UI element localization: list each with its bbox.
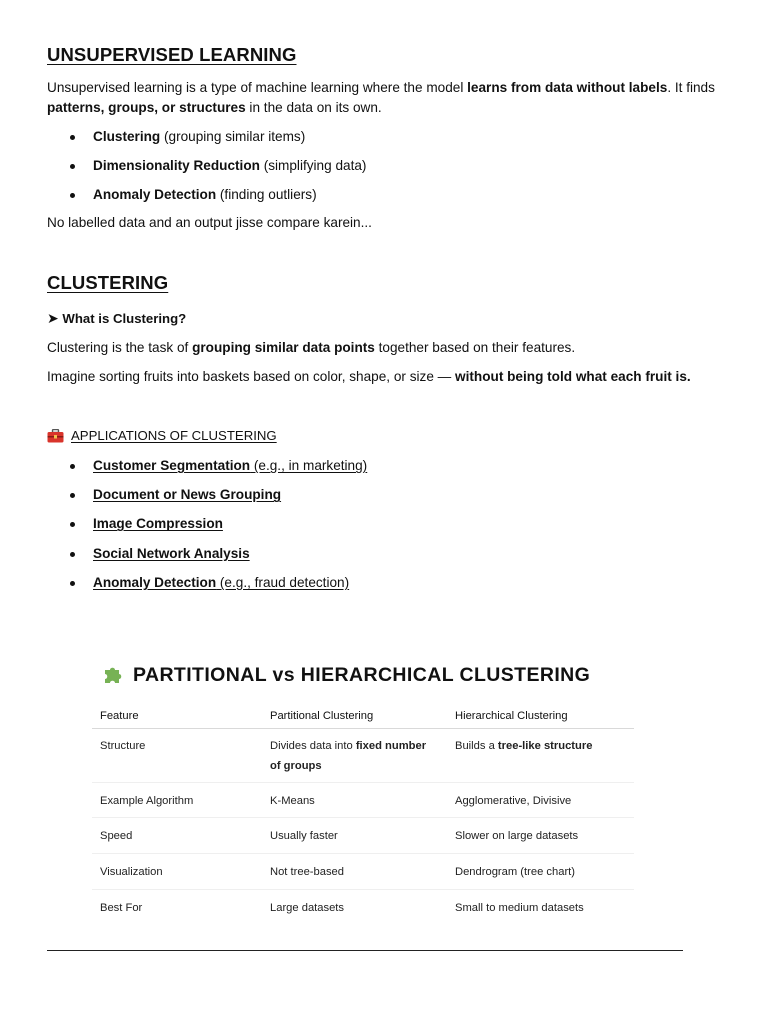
list-item: Document or News Grouping <box>47 485 367 514</box>
list-item: Dimensionality Reduction (simplifying data) <box>47 156 366 185</box>
table-row: Speed Usually faster Slower on large datasets <box>92 818 634 854</box>
applications-heading: APPLICATIONS OF CLUSTERING <box>47 428 277 443</box>
comparison-title: PARTITIONAL vs HIERARCHICAL CLUSTERING <box>102 664 590 687</box>
comparison-table <box>92 704 634 924</box>
clustering-definition: Clustering is the task of grouping similar data points together based on their features. <box>47 340 576 355</box>
clustering-imagine: Imagine sorting fruits into baskets based on color, shape, or size — without being told what each fruit is. <box>47 369 691 384</box>
clustering-heading: CLUSTERING <box>47 272 169 293</box>
column-header: Hierarchical Clustering <box>447 704 634 729</box>
table-row: Example Algorithm K-Means Agglomerative, Divisive <box>92 783 634 818</box>
arrow-icon: ➤ <box>47 311 59 327</box>
table-row: Best For Large datasets Small to medium datasets <box>100 902 584 914</box>
column-header: Partitional Clustering <box>262 704 447 729</box>
toolbox-icon <box>47 429 64 443</box>
list-item: Anomaly Detection (e.g., fraud detection) <box>47 573 367 602</box>
clustering-question: ➤ What is Clustering? <box>47 311 187 327</box>
unsupervised-intro: Unsupervised learning is a type of machine learning where the model learns from data without labels. It finds patterns, groups, or structures in the data on its own. <box>47 80 715 115</box>
table-header-row <box>92 704 634 729</box>
column-header: Feature <box>92 704 262 729</box>
list-item: Anomaly Detection (finding outliers) <box>47 185 366 214</box>
list-item: Clustering (grouping similar items) <box>47 127 366 156</box>
list-item: Customer Segmentation (e.g., in marketing) <box>47 456 367 485</box>
list-item: Social Network Analysis <box>47 544 367 573</box>
horizontal-rule <box>47 950 683 951</box>
applications-list <box>47 456 367 602</box>
puzzle-piece-icon <box>102 665 124 687</box>
table-row: Structure Divides data into fixed number of groups Builds a tree-like structure <box>92 729 634 783</box>
list-item: Image Compression <box>47 514 367 543</box>
unsupervised-heading: UNSUPERVISED LEARNING <box>47 44 297 65</box>
unsupervised-types-list <box>47 127 366 215</box>
table-row: Visualization Not tree-based Dendrogram (tree chart) <box>92 854 634 890</box>
unsupervised-note: No labelled data and an output jisse compare karein... <box>47 215 372 230</box>
